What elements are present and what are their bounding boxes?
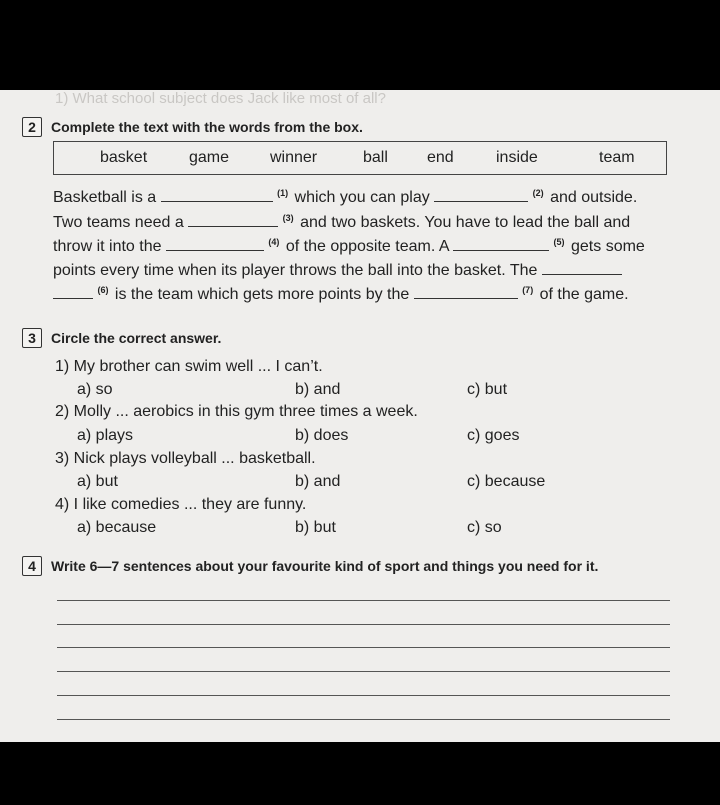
text-fragment: points every time when its player throws the ball into the basket. The: [53, 262, 538, 279]
word-box: [53, 141, 667, 175]
blank-number: (6): [97, 285, 109, 295]
q2-option-c[interactable]: c) goes: [467, 427, 520, 444]
text-fragment: and outside.: [550, 189, 638, 206]
text-fragment: of the game.: [539, 286, 629, 303]
task2-header: [22, 117, 363, 137]
q1-option-b[interactable]: b) and: [295, 381, 341, 398]
q2-option-b[interactable]: b) does: [295, 427, 349, 444]
word-winner: winner: [270, 149, 318, 166]
text-line-1: [53, 186, 637, 207]
task3-number: 3: [22, 328, 42, 348]
blank-3: [188, 211, 278, 227]
question-4: 4) I like comedies ... they are funny.: [55, 496, 307, 513]
text-fragment: and two baskets. You have to lead the ball and: [300, 214, 631, 231]
writing-line-5[interactable]: [57, 695, 670, 696]
q1-option-a[interactable]: a) so: [77, 381, 113, 398]
text-fragment: throw it into the: [53, 238, 162, 255]
blank-5: [453, 235, 549, 251]
task4-title: Write 6—7 sentences about your favourite kind of sport and things you need for it.: [51, 558, 599, 574]
task2-number: 2: [22, 117, 42, 137]
text-fragment: of the opposite team. A: [285, 238, 449, 255]
writing-line-3[interactable]: [57, 647, 670, 648]
blank-6-start: [542, 259, 622, 275]
faint-bleed-through-text: 1) What school subject does Jack like most of all?: [55, 90, 386, 107]
task4-header: [22, 556, 598, 576]
blank-4: [166, 235, 264, 251]
task3-header: [22, 328, 221, 348]
blank-2: [434, 186, 528, 202]
writing-line-1[interactable]: [57, 600, 670, 601]
q3-option-b[interactable]: b) and: [295, 473, 341, 490]
q3-option-a[interactable]: a) but: [77, 473, 118, 490]
writing-line-2[interactable]: [57, 624, 670, 625]
text-line-4: [53, 259, 622, 280]
text-line-3: [53, 235, 645, 256]
question-1: 1) My brother can swim well ... I can’t.: [55, 358, 323, 375]
word-team: team: [599, 149, 635, 166]
blank-6: [53, 283, 93, 299]
q4-option-c[interactable]: c) so: [467, 519, 502, 536]
q4-option-a[interactable]: a) because: [77, 519, 157, 536]
word-game: game: [189, 149, 230, 166]
text-fragment: Basketball is a: [53, 189, 157, 206]
blank-number: (7): [522, 285, 534, 295]
blank-number: (5): [553, 237, 565, 247]
text-fragment: which you can play: [294, 189, 430, 206]
task4-number: 4: [22, 556, 42, 576]
text-fragment: is the team which gets more points by the: [114, 286, 410, 303]
blank-number: (1): [277, 188, 289, 198]
text-line-5: [53, 283, 629, 304]
word-inside: inside: [496, 149, 538, 166]
text-line-2: [53, 211, 630, 232]
worksheet-page: [0, 90, 720, 742]
blank-number: (3): [282, 213, 294, 223]
q2-option-a[interactable]: a) plays: [77, 427, 134, 444]
blank-number: (2): [532, 188, 544, 198]
text-fragment: Two teams need a: [53, 214, 184, 231]
text-fragment: gets some: [571, 238, 645, 255]
task2-title: Complete the text with the words from the box.: [51, 119, 363, 135]
question-2: 2) Molly ... aerobics in this gym three times a week.: [55, 403, 418, 420]
task3-title: Circle the correct answer.: [51, 330, 222, 346]
blank-1: [161, 186, 273, 202]
writing-line-4[interactable]: [57, 671, 670, 672]
word-end: end: [427, 149, 454, 166]
q1-option-c[interactable]: c) but: [467, 381, 508, 398]
q4-option-b[interactable]: b) but: [295, 519, 336, 536]
blank-number: (4): [268, 237, 280, 247]
word-ball: ball: [363, 149, 388, 166]
q3-option-c[interactable]: c) because: [467, 473, 546, 490]
question-3: 3) Nick plays volleyball ... basketball.: [55, 450, 316, 467]
word-basket: basket: [100, 149, 148, 166]
writing-line-6[interactable]: [57, 719, 670, 720]
blank-7: [414, 283, 518, 299]
